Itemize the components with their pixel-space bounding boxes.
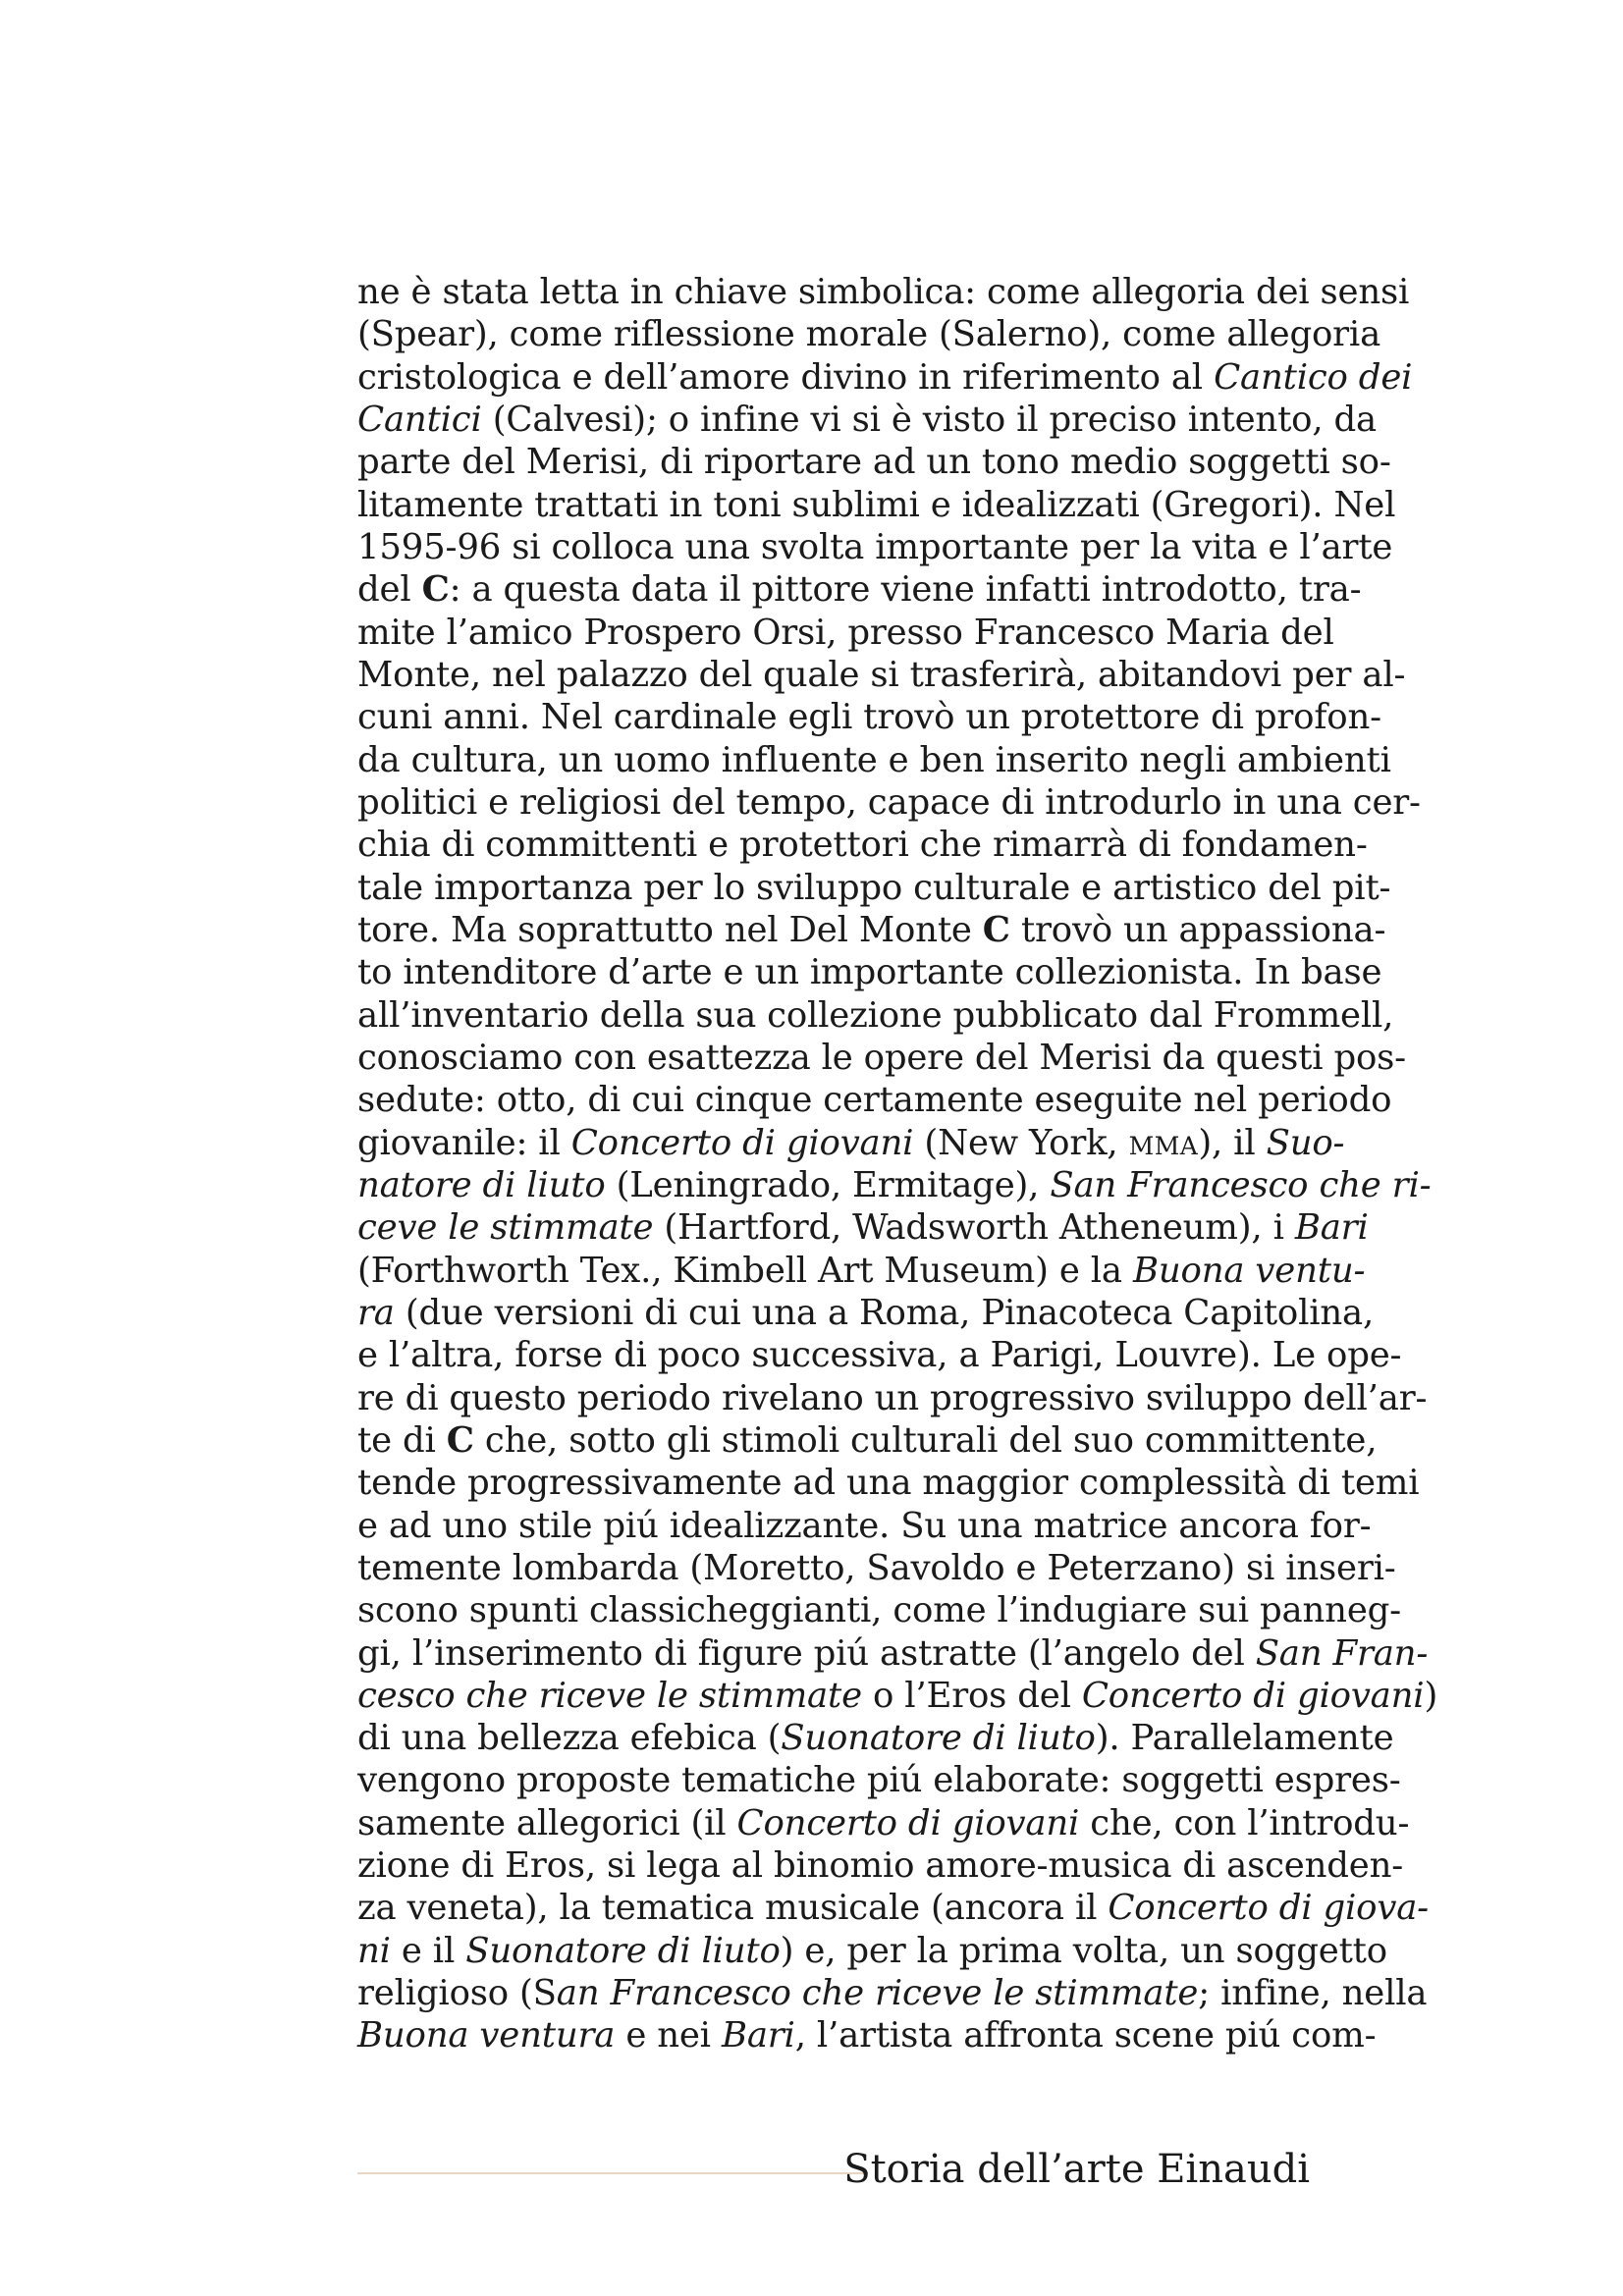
italic-run: San Francesco che ri- [1050, 1164, 1432, 1205]
text-line [357, 1887, 1429, 1929]
text-run: (Hartford, Wadsworth Atheneum), i [653, 1207, 1295, 1249]
bold-run: C [446, 1419, 474, 1461]
text-run: (Spear), come riflessione morale (Salerno), come allegoria [357, 314, 1381, 355]
text-line [357, 356, 1413, 399]
italic-run: ra [357, 1292, 395, 1333]
text-run: litamente trattati in toni sublimi e idealizzati (Gregori). Nel [357, 484, 1396, 525]
text-run: re di questo periodo rivelano un progressivo sviluppo dell’ar- [357, 1377, 1428, 1418]
text-run: tore. Ma soprattutto nel Del Monte [357, 909, 983, 950]
text-run: temente lombarda (Moretto, Savoldo e Peterzano) si inseri- [357, 1547, 1396, 1588]
text-run: del [357, 569, 422, 611]
text-run: cristologica e dell’amore divino in riferimento al [357, 356, 1215, 398]
italic-run: ceve le stimmate [357, 1207, 654, 1249]
italic-run: Buona ventura [357, 2015, 616, 2056]
text-line [357, 271, 1410, 313]
text-line [357, 1079, 1392, 1121]
smallcaps-run: mma [1128, 1122, 1199, 1163]
italic-run: ni [357, 1930, 391, 1971]
body-text [357, 271, 1438, 2057]
text-line [357, 696, 1381, 738]
text-run: , l’artista affronta scene piú com- [794, 2015, 1377, 2056]
text-line [357, 1037, 1406, 1079]
text-run: chia di committenti e protettori che rimarrà di fondamen- [357, 825, 1368, 866]
italic-run: Concerto di giova- [1108, 1888, 1429, 1929]
text-line [357, 824, 1368, 866]
text-line [357, 1547, 1396, 1589]
text-line [357, 1462, 1420, 1504]
italic-run: Suonatore di liuto [781, 1718, 1096, 1759]
text-run: te di [357, 1419, 447, 1461]
text-line [357, 1717, 1394, 1759]
text-run: ; infine, nella [1198, 1973, 1428, 2014]
text-run: o l’Eros del [861, 1675, 1082, 1716]
text-line [357, 1589, 1401, 1631]
bold-run: C [421, 569, 450, 611]
italic-run: Cantici [357, 399, 482, 440]
text-run: za veneta), la tematica musicale (ancora il [357, 1888, 1109, 1929]
text-line [357, 994, 1394, 1037]
text-line [357, 441, 1391, 483]
text-run: cuni anni. Nel cardinale egli trovò un protettore di profon- [357, 697, 1381, 738]
text-run: ), il [1198, 1122, 1267, 1163]
text-run: all’inventario della sua collezione pubblicato dal Frommell, [357, 994, 1394, 1036]
italic-run: Buona ventu- [1132, 1250, 1366, 1291]
italic-run: an Francesco che riceve le stimmate [556, 1973, 1199, 2014]
italic-run: Concerto di giovani [736, 1802, 1080, 1843]
text-run: e nei [615, 2015, 722, 2056]
text-run: ) [1424, 1675, 1438, 1716]
text-line [357, 1972, 1428, 2014]
text-run: e il [390, 1930, 466, 1971]
text-run: che, sotto gli stimoli culturali del suo committente, [473, 1419, 1378, 1461]
text-line [357, 568, 1362, 611]
text-run: ne è stata letta in chiave simbolica: come allegoria dei sensi [357, 272, 1410, 312]
text-run: da cultura, un uomo influente e ben inserito negli ambienti [357, 739, 1391, 780]
footer-rule [357, 2172, 868, 2174]
text-line [357, 1164, 1432, 1206]
italic-run: San Fran- [1255, 1632, 1429, 1674]
text-line [357, 1505, 1372, 1547]
italic-run: Cantico dei [1214, 356, 1413, 398]
text-line [357, 1206, 1369, 1249]
italic-run: Bari [1294, 1207, 1369, 1249]
text-line [357, 1250, 1366, 1292]
text-run: vengono proposte tematiche piú elaborate: soggetti espres- [357, 1760, 1401, 1801]
text-run: religioso (S [357, 1973, 557, 2014]
text-run: gi, l’inserimento di figure piú astratte (l’angelo del [357, 1632, 1256, 1674]
text-line [357, 612, 1334, 654]
text-run: (Forthworth Tex., Kimbell Art Museum) e la [357, 1250, 1133, 1291]
text-run: zione di Eros, si lega al binomio amore-musica di ascenden- [357, 1845, 1404, 1887]
text-line [357, 1632, 1429, 1675]
text-run: to intenditore d’arte e un importante collezionista. In base [357, 952, 1382, 993]
text-run: ) e, per la prima volta, un soggetto [780, 1930, 1387, 1971]
text-run: (Leningrado, Ermitage), [605, 1164, 1051, 1205]
text-run: (due versioni di cui una a Roma, Pinacoteca Capitolina, [394, 1292, 1375, 1333]
text-run: che, con l’introdu- [1079, 1802, 1410, 1843]
text-run: ). Parallelamente [1095, 1718, 1394, 1759]
italic-run: Suonatore di liuto [465, 1930, 781, 1971]
italic-run: Bari [721, 2015, 795, 2056]
italic-run: Concerto di giovani [1081, 1675, 1425, 1716]
text-run: giovanile: il [357, 1122, 571, 1163]
text-run: (Calvesi); o infine vi si è visto il preciso intento, da [481, 399, 1377, 440]
text-run: Monte, nel palazzo del quale si trasferirà, abitandovi per al- [357, 654, 1406, 695]
text-run: tale importanza per lo sviluppo culturale e artistico del pit- [357, 867, 1391, 908]
italic-run: Concerto di giovani [570, 1122, 914, 1163]
text-run: politici e religiosi del tempo, capace di introdurlo in una cer- [357, 781, 1421, 823]
text-run: e ad uno stile piú idealizzante. Su una matrice ancora for- [357, 1505, 1372, 1546]
text-line [357, 1334, 1402, 1376]
text-run: conosciamo con esattezza le opere del Merisi da questi pos- [357, 1037, 1406, 1078]
text-line [357, 654, 1406, 696]
text-line [357, 867, 1391, 909]
text-run: 1595-96 si colloca una svolta importante per la vita e l’arte [357, 526, 1393, 567]
text-run: scono spunti classicheggianti, come l’indugiare sui panneg- [357, 1590, 1401, 1631]
italic-run: natore di liuto [357, 1164, 606, 1205]
text-run: di una bellezza efebica ( [357, 1718, 782, 1759]
text-line [357, 1802, 1410, 1844]
text-line [357, 739, 1391, 781]
text-line [357, 1675, 1438, 1717]
text-line [357, 909, 1386, 951]
text-run: : a questa data il pittore viene infatti introdotto, tra- [449, 569, 1362, 611]
text-run: sedute: otto, di cui cinque certamente eseguite nel periodo [357, 1080, 1392, 1121]
footer-title: Storia dell’arte Einaudi [843, 2147, 1310, 2192]
text-run: tende progressivamente ad una maggior complessità di temi [357, 1463, 1420, 1504]
text-run: mite l’amico Prospero Orsi, presso Francesco Maria del [357, 612, 1334, 653]
text-line [357, 1377, 1428, 1419]
text-line [357, 951, 1382, 993]
text-line [357, 1759, 1401, 1801]
text-run: parte del Merisi, di riportare ad un tono medio soggetti so- [357, 442, 1391, 483]
text-line [357, 781, 1421, 824]
italic-run: Suo- [1266, 1122, 1345, 1163]
text-line [357, 1930, 1387, 1972]
text-run: e l’altra, forse di poco successiva, a Parigi, Louvre). Le ope- [357, 1335, 1402, 1376]
text-line [357, 484, 1396, 526]
text-line [357, 1292, 1375, 1334]
text-line [357, 313, 1381, 355]
text-line [357, 1419, 1378, 1462]
text-line [357, 1844, 1404, 1887]
text-run: samente allegorici (il [357, 1802, 737, 1843]
text-line [357, 1122, 1345, 1164]
bold-run: C [982, 909, 1010, 950]
text-run: trovò un appassiona- [1009, 909, 1386, 950]
text-line [357, 526, 1393, 568]
italic-run: cesco che riceve le stimmate [357, 1675, 862, 1716]
text-run: (New York, [913, 1122, 1129, 1163]
text-line [357, 399, 1377, 441]
text-line [357, 2014, 1377, 2056]
